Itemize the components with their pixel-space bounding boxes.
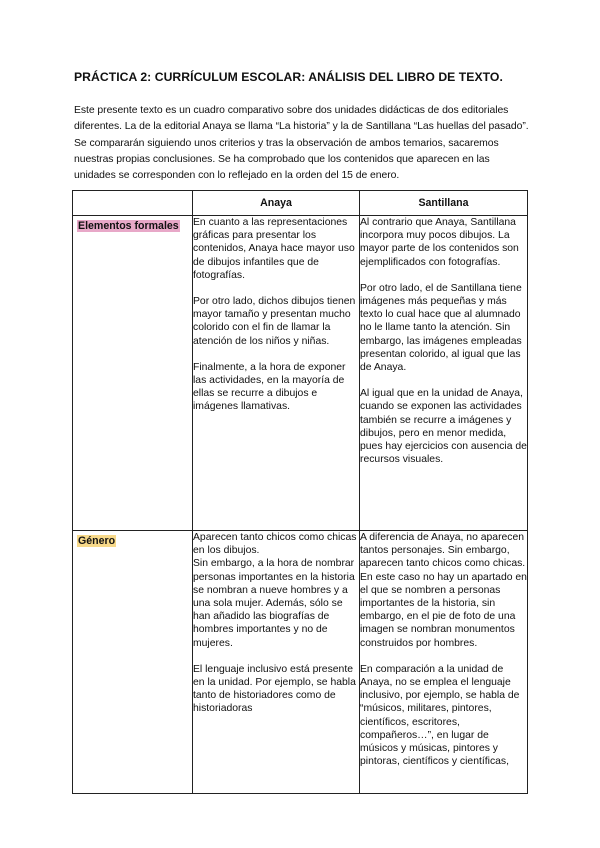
- santillana-cell: [360, 531, 528, 794]
- row-label-cell: [73, 216, 193, 531]
- comparison-table: [72, 190, 528, 794]
- table-row: [73, 531, 528, 794]
- table-header-row: [73, 191, 528, 216]
- row-label-gender: Género: [78, 535, 116, 547]
- anaya-paragraph: En cuanto a las representaciones gráficas para presentar los contenidos, Anaya hace mayor uso de dibujos infantiles que de fotografías.: [193, 217, 355, 281]
- table-row: [73, 216, 528, 531]
- table-header-empty: [73, 191, 193, 216]
- anaya-paragraph: Aparecen tanto chicos como chicas en los dibujos. Sin embargo, a la hora de nombrar personas importantes en la historia se nombran a nueve hombres y a una sola mujer. Además, sólo se han añadido las biografías de hombres importantes y no de mujeres.: [193, 532, 357, 649]
- santillana-paragraph: En comparación a la unidad de Anaya, no se emplea el lenguaje inclusivo, por ejemplo, se habla de “músicos, militares, pintores, científicos, escritores, compañeros…”, en lugar de músicos y músicas, pintores y pintoras, científicos y científicas,: [360, 663, 520, 768]
- anaya-paragraph: Por otro lado, dichos dibujos tienen mayor tamaño y presentan mucho colorido con el fin de llamar la atención de los niños y niñas.: [193, 296, 356, 347]
- anaya-paragraph: El lenguaje inclusivo está presente en la unidad. Por ejemplo, se habla tanto de historiadores como de historiadoras: [193, 663, 356, 715]
- anaya-cell: [193, 216, 360, 531]
- table-header-santillana: Santillana: [360, 191, 528, 216]
- anaya-paragraph: Finalmente, a la hora de exponer las actividades, en la mayoría de ellas se recurre a dibujos e imágenes llamativas.: [193, 361, 346, 413]
- document-title: PRÁCTICA 2: CURRÍCULUM ESCOLAR: ANÁLISIS DEL LIBRO DE TEXTO.: [74, 70, 503, 84]
- santillana-paragraph: Al igual que en la unidad de Anaya, cuando se exponen las actividades también se recurre a imágenes y dibujos, pero en menor medida, pues hay ejercicios con ausencia de recursos visuales.: [360, 388, 527, 466]
- row-label-formal-elements: Elementos formales: [78, 220, 179, 232]
- table-header-anaya: Anaya: [193, 191, 360, 216]
- santillana-paragraph: Al contrario que Anaya, Santillana incorpora muy pocos dibujos. La mayor parte de los contenidos son ejemplificados con fotografías.: [360, 217, 519, 268]
- santillana-paragraph: A diferencia de Anaya, no aparecen tantos personajes. Sin embargo, aparecen tanto chicos como chicas. En este caso no hay un apartado en el que se nombren a personas importantes de la historia, sin embargo, en el pie de foto de una imagen se nombran monumentos construidos por hombres.: [360, 532, 527, 649]
- row-label-cell: [73, 531, 193, 794]
- santillana-paragraph: Por otro lado, el de Santillana tiene imágenes más pequeñas y más texto lo cual hace que al alumnado no le llame tanto la atención. Sin embargo, las imágenes empleadas presentan colorido, al igual que las de Anaya.: [360, 282, 522, 374]
- anaya-cell: [193, 531, 360, 794]
- intro-paragraph: Este presente texto es un cuadro comparativo sobre dos unidades didácticas de dos editoriales diferentes. La de la editorial Anaya se llama “La historia” y la de Santillana “Las huellas del pasado”. Se compararán siguiendo unos criterios y tras la observación de ambos temarios, sacaremos nuestras propias conclusiones. Se ha comprobado que los contenidos que aparecen en las unidades se corresponden con lo reflejado en la orden del 15 de enero.: [74, 105, 529, 182]
- santillana-cell: [360, 216, 528, 531]
